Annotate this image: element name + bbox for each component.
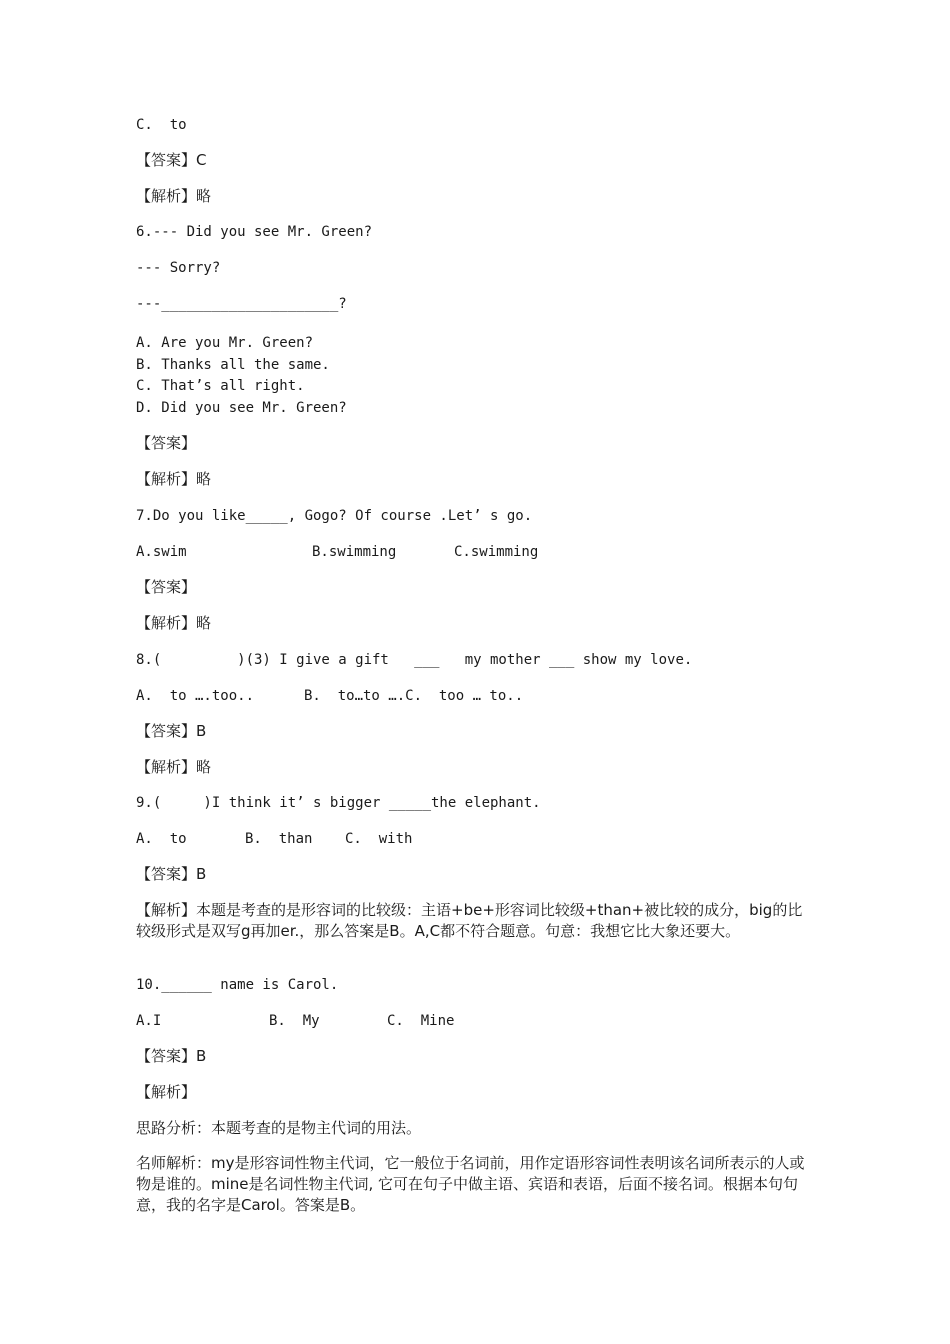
- q9-answer: 【答案】B: [136, 865, 207, 883]
- q5-option-c: C. to: [136, 117, 187, 133]
- q6-option-c: C. That’s all right.: [136, 378, 305, 394]
- q10-stem: 10.______ name is Carol.: [136, 977, 339, 993]
- q6-answer: 【答案】: [136, 434, 197, 452]
- q10-answer: 【答案】B: [136, 1047, 207, 1065]
- q6-stem-line-3: ---_____________________?: [136, 296, 347, 312]
- q6-analysis: 【解析】略: [136, 470, 212, 488]
- q7-option-c: C.swimming: [454, 544, 539, 560]
- q10-teacher-analysis: 名师解析：my是形容词性物主代词，它一般位于名词前，用作定语形容词性表明该名词所表示的人或物是谁的。mine是名词性物主代词, 它可在句子中做主语、宾语和表语，后面不接名词。根据本句句意，我的名字是Carol。答案是B。: [136, 1154, 805, 1214]
- q9-option-b: B. than: [245, 831, 313, 847]
- q9-stem: 9.( )I think it’ s bigger _____the elephant.: [136, 795, 541, 811]
- q9-option-a: A. to: [136, 831, 187, 847]
- q8-analysis: 【解析】略: [136, 758, 212, 776]
- q6-stem-line-2: --- Sorry?: [136, 260, 221, 276]
- q10-option-c: C. Mine: [387, 1013, 455, 1029]
- q9-option-c: C. with: [345, 831, 413, 847]
- q9-analysis: 【解析】本题是考查的是形容词的比较级：主语+be+形容词比较级+than+被比较的成分，big的比较级形式是双写g再加er.，那么答案是B。A,C都不符合题意。句意：我想它比大象还要大。: [136, 901, 803, 940]
- q7-option-a: A.swim: [136, 544, 187, 560]
- q10-analysis-label: 【解析】: [136, 1083, 197, 1101]
- q6-option-d: D. Did you see Mr. Green?: [136, 400, 347, 416]
- q8-option-b-c: B. to…to ….C. too … to..: [304, 688, 524, 704]
- q7-stem: 7.Do you like_____, Gogo? Of course .Let’ s go.: [136, 508, 533, 524]
- q7-option-b: B.swimming: [312, 544, 397, 560]
- q5-analysis: 【解析】略: [136, 187, 212, 205]
- q6-stem-line-1: 6.--- Did you see Mr. Green?: [136, 224, 373, 240]
- q8-answer: 【答案】B: [136, 722, 207, 740]
- q10-option-a: A.I: [136, 1013, 162, 1029]
- q10-option-b: B. My: [269, 1013, 320, 1029]
- q6-option-a: A. Are you Mr. Green?: [136, 335, 314, 351]
- q10-thinking: 思路分析：本题考查的是物主代词的用法。: [136, 1119, 422, 1137]
- q5-answer: 【答案】C: [136, 151, 207, 169]
- q8-stem: 8.( )(3) I give a gift ___ my mother ___ show my love.: [136, 652, 693, 668]
- q6-option-b: B. Thanks all the same.: [136, 357, 330, 373]
- q7-analysis: 【解析】略: [136, 614, 212, 632]
- q7-answer: 【答案】: [136, 578, 197, 596]
- q8-option-a: A. to ….too..: [136, 688, 255, 704]
